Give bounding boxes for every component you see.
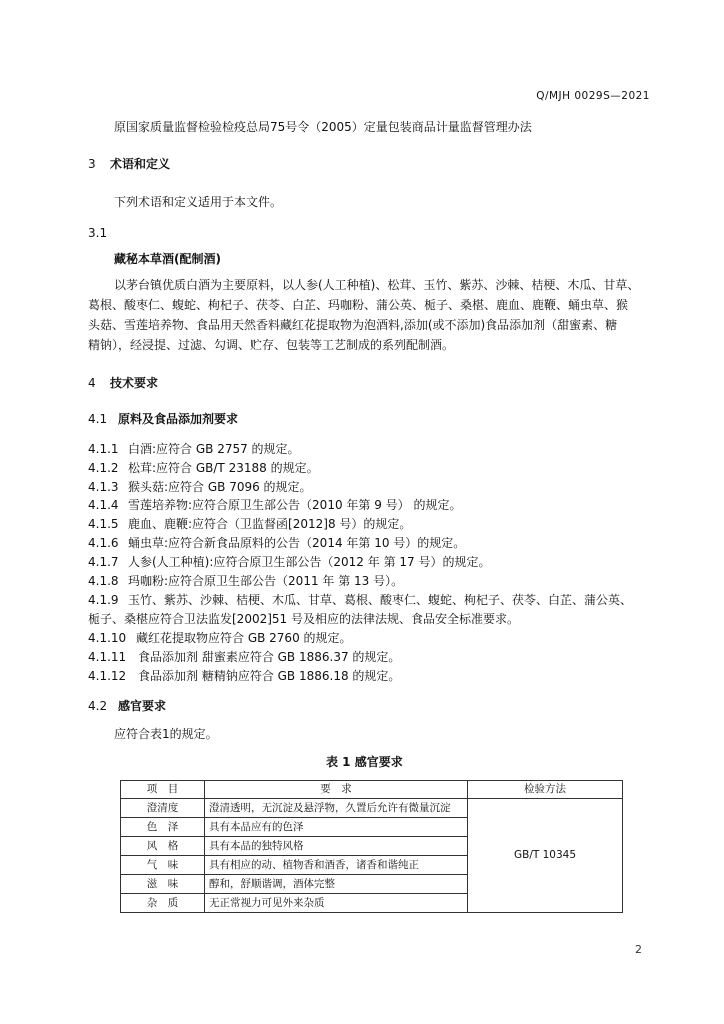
column-header: 检验方法: [468, 781, 623, 799]
requirement-item: [88, 670, 400, 682]
requirement-item: [88, 537, 465, 549]
section-4-2-heading: [88, 700, 166, 712]
requirement-item: [88, 518, 411, 530]
item-text: 松茸:应符合 GB/T 23188 的规定。: [128, 461, 319, 475]
column-header: 项 目: [121, 781, 205, 799]
section-3-intro: 下列术语和定义适用于本文件。: [114, 195, 283, 209]
item-number: 4.1.1: [88, 442, 119, 456]
table-caption: 表 1 感官要求: [326, 755, 403, 769]
requirement-item: [88, 651, 400, 663]
item-cell: 风 格: [121, 837, 205, 856]
document-code-header: Q/MJH 0029S—2021: [536, 90, 650, 102]
section-number: 3: [88, 157, 96, 171]
requirement-cell: 具有本品应有的色泽: [205, 818, 468, 837]
item-number: 4.1.2: [88, 461, 119, 475]
item-number: 4.1.8: [88, 574, 119, 588]
section-title: 术语和定义: [110, 157, 171, 171]
section-number: 4.1: [88, 412, 108, 426]
requirement-item: [88, 481, 312, 493]
reference-line: 原国家质量监督检验检疫总局75号令（2005）定量包装商品计量监督管理办法: [114, 120, 532, 134]
definition-line-2: 葛根、酸枣仁、蝮蛇、枸杞子、茯苓、白芷、玛咖粉、蒲公英、栀子、桑椹、鹿血、鹿鞭、蛹虫草、猴: [88, 298, 629, 312]
requirement-item: [88, 462, 319, 474]
item-cell: 滋 味: [121, 875, 205, 894]
item-cell: 杂 质: [121, 894, 205, 913]
section-number: 4: [88, 376, 96, 390]
item-text: 食品添加剂 糖精钠应符合 GB 1886.18 的规定。: [138, 669, 401, 683]
requirement-cell: 具有相应的动、植物香和酒香，诸香和谐纯正: [205, 856, 468, 875]
definition-line-1: 以茅台镇优质白酒为主要原料，以人参(人工种植)、松茸、玉竹、紫苏、沙棘、桔梗、木瓜、甘草、: [114, 278, 640, 292]
requirement-cell: 具有本品的独特风格: [205, 837, 468, 856]
item-number: 4.1.9: [88, 593, 119, 607]
item-text: 玉竹、紫苏、沙棘、桔梗、木瓜、甘草、葛根、酸枣仁、蝮蛇、枸杞子、茯苓、白芷、蒲公英、: [128, 593, 633, 607]
requirement-cell: 无正常视力可见外来杂质: [205, 894, 468, 913]
item-text: 猴头菇:应符合 GB 7096 的规定。: [128, 480, 312, 494]
section-4-1-heading: [88, 413, 238, 425]
term-title: 藏秘本草酒(配制酒): [114, 252, 221, 266]
item-text: 蛹虫草:应符合新食品原料的公告（2014 年第 10 号）的规定。: [128, 536, 466, 550]
section-3-heading: [88, 158, 170, 170]
section-title: 技术要求: [110, 376, 159, 390]
definition-line-3: 头菇、雪莲培养物、食品用天然香料藏红花提取物为泡酒料,添加(或不添加)食品添加剂（甜蜜素、糖: [88, 318, 618, 332]
section-title: 感官要求: [118, 699, 167, 713]
definition-line-4: 精钠），经浸提、过滤、勾调、贮存、包装等工艺制成的系列配制酒。: [88, 338, 455, 352]
item-number: 4.1.4: [88, 498, 119, 512]
test-method-cell: GB/T 10345: [468, 799, 623, 913]
item-text: 鹿血、鹿鞭:应符合（卫监督函[2012]8 号）的规定。: [128, 517, 412, 531]
requirement-item-continuation: 栀子、桑椹应符合卫法监发[2002]51 号及相应的法律法规、食品安全标准要求。: [88, 612, 519, 626]
item-number: 4.1.6: [88, 536, 119, 550]
item-text: 白酒:应符合 GB 2757 的规定。: [128, 442, 300, 456]
column-header: 要 求: [205, 781, 468, 799]
item-text: 食品添加剂 甜蜜素应符合 GB 1886.37 的规定。: [138, 650, 401, 664]
requirement-item: [88, 575, 403, 587]
item-text: 雪莲培养物:应符合原卫生部公告（2010 年第 9 号） 的规定。: [128, 498, 462, 512]
item-number: 4.1.3: [88, 480, 119, 494]
item-number: 4.1.7: [88, 555, 119, 569]
item-text: 人参(人工种植):应符合原卫生部公告（2012 年 第 17 号）的规定。: [128, 555, 491, 569]
requirement-cell: 醇和，舒顺谐调，酒体完整: [205, 875, 468, 894]
section-4-heading: [88, 377, 158, 389]
table-row: [121, 799, 623, 818]
requirement-item: [88, 594, 632, 606]
item-number: 4.1.12: [88, 669, 127, 683]
requirement-item: [88, 443, 300, 455]
item-number: 4.1.5: [88, 517, 119, 531]
section-number: 4.2: [88, 699, 108, 713]
page-number: 2: [635, 943, 642, 956]
item-cell: 色 泽: [121, 818, 205, 837]
item-text: 藏红花提取物应符合 GB 2760 的规定。: [136, 631, 352, 645]
section-title: 原料及食品添加剂要求: [118, 412, 239, 426]
item-cell: 气 味: [121, 856, 205, 875]
requirement-item: [88, 632, 352, 644]
requirement-item: [88, 499, 461, 511]
item-number: 4.1.11: [88, 650, 127, 664]
requirement-cell: 澄清透明，无沉淀及悬浮物，久置后允许有微量沉淀: [205, 799, 468, 818]
subsection-3-1-number: 3.1: [88, 226, 108, 240]
sensory-requirements-table: [120, 780, 623, 913]
item-text: 玛咖粉:应符合原卫生部公告（2011 年 第 13 号）。: [128, 574, 404, 588]
requirement-item: [88, 556, 490, 568]
item-number: 4.1.10: [88, 631, 127, 645]
section-4-2-text: 应符合表1的规定。: [114, 727, 218, 741]
item-cell: 澄清度: [121, 799, 205, 818]
table-header-row: [121, 781, 623, 799]
